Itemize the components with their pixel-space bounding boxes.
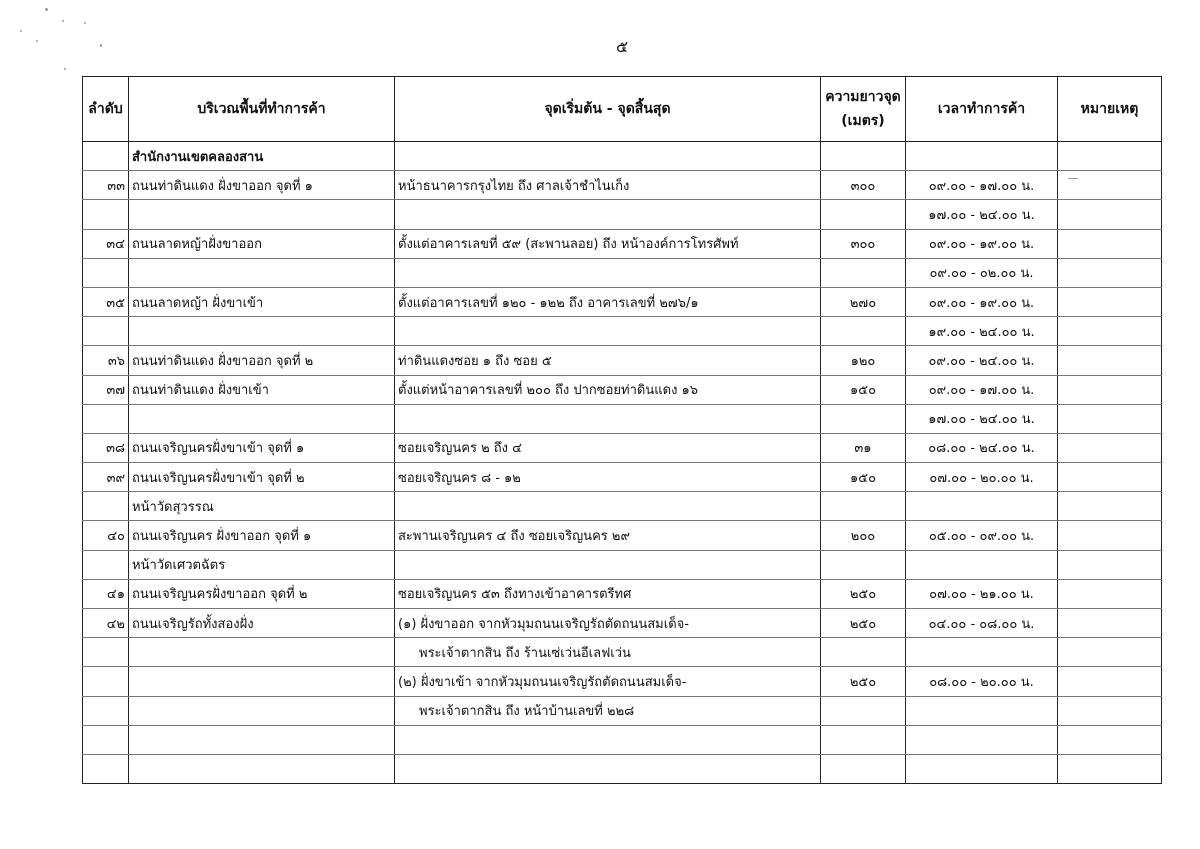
cell-area: สำนักงานเขตคลองสาน <box>129 142 395 171</box>
cell-area: ถนนท่าดินแดง ฝั่งขาออก จุดที่ ๑ <box>129 171 395 200</box>
cell-no <box>83 317 129 346</box>
cell-no <box>83 404 129 433</box>
table-row <box>83 287 1162 316</box>
cell-span: ท่าดินแดงซอย ๑ ถึง ซอย ๕ <box>395 346 821 375</box>
scan-speck <box>45 8 48 11</box>
cell-area: ถนนลาดหญ้า ฝั่งขาเข้า <box>129 287 395 316</box>
cell-remark <box>1058 725 1162 754</box>
cell-span <box>395 258 821 287</box>
cell-no <box>83 550 129 579</box>
cell-span: (๑) ฝั่งขาออก จากหัวมุมถนนเจริญรัถตัดถนนสมเด็จ- <box>395 609 821 638</box>
col-header-length-line2: (เมตร) <box>841 113 885 129</box>
cell-no: ๓๙ <box>83 463 129 492</box>
cell-length <box>821 404 906 433</box>
cell-no: ๓๕ <box>83 287 129 316</box>
cell-remark <box>1058 754 1162 783</box>
cell-span: ตั้งแต่หน้าอาคารเลขที่ ๒๐๐ ถึง ปากซอยท่าดินแดง ๑๖ <box>395 375 821 404</box>
cell-area <box>129 404 395 433</box>
cell-time <box>906 696 1058 725</box>
cell-no <box>83 725 129 754</box>
cell-length <box>821 754 906 783</box>
cell-time: ๑๗.๐๐ - ๒๔.๐๐ น. <box>906 200 1058 229</box>
cell-area: ถนนเจริญรัถทั้งสองฝั่ง <box>129 609 395 638</box>
table-row <box>83 433 1162 462</box>
cell-length: ๑๒๐ <box>821 346 906 375</box>
cell-time <box>906 725 1058 754</box>
cell-area: ถนนเจริญนคร ฝั่งขาออก จุดที่ ๑ <box>129 521 395 550</box>
table-row <box>83 725 1162 754</box>
cell-time <box>906 142 1058 171</box>
cell-span <box>395 317 821 346</box>
cell-area <box>129 638 395 667</box>
cell-area: ถนนเจริญนครฝั่งขาเข้า จุดที่ ๑ <box>129 433 395 462</box>
vendor-area-table <box>82 76 1162 784</box>
table-row <box>83 258 1162 287</box>
table-row <box>83 550 1162 579</box>
cell-no: ๔๐ <box>83 521 129 550</box>
cell-remark <box>1058 171 1162 200</box>
cell-area: ถนนท่าดินแดง ฝั่งขาเข้า <box>129 375 395 404</box>
cell-area <box>129 725 395 754</box>
cell-no <box>83 258 129 287</box>
cell-area: ถนนท่าดินแดง ฝั่งขาออก จุดที่ ๒ <box>129 346 395 375</box>
cell-remark <box>1058 142 1162 171</box>
cell-no <box>83 667 129 696</box>
col-header-length <box>821 77 906 142</box>
cell-time: ๑๙.๐๐ - ๒๔.๐๐ น. <box>906 317 1058 346</box>
cell-span: ซอยเจริญนคร ๕๓ ถึงทางเข้าอาคารตรีทศ <box>395 579 821 608</box>
cell-remark <box>1058 463 1162 492</box>
cell-time: ๐๔.๐๐ - ๐๘.๐๐ น. <box>906 609 1058 638</box>
col-header-length-line1: ความยาวจุด <box>825 89 901 105</box>
cell-no <box>83 754 129 783</box>
table-row <box>83 463 1162 492</box>
scan-speck <box>84 22 86 24</box>
table-row <box>83 696 1162 725</box>
cell-time <box>906 550 1058 579</box>
cell-time: ๐๗.๐๐ - ๒๐.๐๐ น. <box>906 463 1058 492</box>
cell-no <box>83 492 129 521</box>
scan-speck <box>64 68 66 70</box>
cell-remark <box>1058 404 1162 433</box>
cell-length <box>821 317 906 346</box>
cell-no <box>83 200 129 229</box>
cell-time: ๐๙.๐๐ - ๑๗.๐๐ น. <box>906 375 1058 404</box>
cell-span: ซอยเจริญนคร ๒ ถึง ๔ <box>395 433 821 462</box>
cell-span: พระเจ้าตากสิน ถึง หน้าบ้านเลขที่ ๒๒๘ <box>395 696 821 725</box>
col-header-area: บริเวณพื้นที่ทำการค้า <box>129 77 395 142</box>
cell-length <box>821 142 906 171</box>
cell-time <box>906 638 1058 667</box>
cell-time: ๐๙.๐๐ - ๑๙.๐๐ น. <box>906 287 1058 316</box>
cell-no <box>83 696 129 725</box>
table-row <box>83 521 1162 550</box>
cell-area <box>129 200 395 229</box>
cell-span <box>395 404 821 433</box>
table-row <box>83 754 1162 783</box>
cell-span <box>395 754 821 783</box>
cell-no: ๓๖ <box>83 346 129 375</box>
cell-remark <box>1058 433 1162 462</box>
cell-no: ๓๔ <box>83 229 129 258</box>
cell-span: พระเจ้าตากสิน ถึง ร้านเซ่เว่นอีเลฟเว่น <box>395 638 821 667</box>
cell-span <box>395 725 821 754</box>
col-header-span: จุดเริ่มต้น - จุดสิ้นสุด <box>395 77 821 142</box>
cell-time: ๐๘.๐๐ - ๒๔.๐๐ น. <box>906 433 1058 462</box>
table-row <box>83 638 1162 667</box>
cell-remark <box>1058 667 1162 696</box>
cell-span <box>395 142 821 171</box>
cell-length: ๓๐๐ <box>821 229 906 258</box>
scan-speck <box>62 20 64 22</box>
cell-span: ซอยเจริญนคร ๘ - ๑๒ <box>395 463 821 492</box>
cell-length <box>821 696 906 725</box>
cell-length: ๒๐๐ <box>821 521 906 550</box>
cell-remark <box>1058 200 1162 229</box>
cell-length <box>821 492 906 521</box>
cell-area <box>129 258 395 287</box>
table-row <box>83 229 1162 258</box>
table-body <box>83 142 1162 784</box>
col-header-no: ลำดับ <box>83 77 129 142</box>
cell-no <box>83 142 129 171</box>
cell-length <box>821 200 906 229</box>
cell-length: ๓๐๐ <box>821 171 906 200</box>
cell-area: ถนนเจริญนครฝั่งขาเข้า จุดที่ ๒ <box>129 463 395 492</box>
cell-span <box>395 200 821 229</box>
cell-remark <box>1058 258 1162 287</box>
cell-remark <box>1058 229 1162 258</box>
cell-no: ๔๑ <box>83 579 129 608</box>
col-header-time: เวลาทำการค้า <box>906 77 1058 142</box>
cell-span: ตั้งแต่อาคารเลขที่ ๕๙ (สะพานลอย) ถึง หน้าองค์การโทรศัพท์ <box>395 229 821 258</box>
cell-area: ถนนเจริญนครฝั่งขาออก จุดที่ ๒ <box>129 579 395 608</box>
cell-length: ๑๕๐ <box>821 463 906 492</box>
cell-length <box>821 725 906 754</box>
cell-no: ๓๘ <box>83 433 129 462</box>
cell-span <box>395 492 821 521</box>
cell-no: ๓๗ <box>83 375 129 404</box>
cell-remark <box>1058 579 1162 608</box>
cell-length: ๒๕๐ <box>821 609 906 638</box>
cell-length: ๑๕๐ <box>821 375 906 404</box>
cell-area <box>129 696 395 725</box>
cell-remark <box>1058 317 1162 346</box>
table-row <box>83 579 1162 608</box>
cell-area: หน้าวัดสุวรรณ <box>129 492 395 521</box>
table-row <box>83 492 1162 521</box>
table-row <box>83 404 1162 433</box>
table-row <box>83 667 1162 696</box>
table-row <box>83 142 1162 171</box>
table-row <box>83 375 1162 404</box>
cell-span: (๒) ฝั่งขาเข้า จากหัวมุมถนนเจริญรัถตัดถนนสมเด็จ- <box>395 667 821 696</box>
cell-remark <box>1058 609 1162 638</box>
cell-length: ๓๑ <box>821 433 906 462</box>
cell-remark <box>1058 287 1162 316</box>
cell-span: ตั้งแต่อาคารเลขที่ ๑๒๐ - ๑๒๒ ถึง อาคารเลขที่ ๒๗๖/๑ <box>395 287 821 316</box>
cell-no: ๔๒ <box>83 609 129 638</box>
table-row <box>83 317 1162 346</box>
table-header-row <box>83 77 1162 142</box>
cell-remark <box>1058 346 1162 375</box>
cell-area <box>129 317 395 346</box>
cell-remark <box>1058 492 1162 521</box>
cell-time <box>906 492 1058 521</box>
cell-remark <box>1058 521 1162 550</box>
cell-no <box>83 638 129 667</box>
cell-remark <box>1058 550 1162 579</box>
cell-time: ๐๕.๐๐ - ๐๙.๐๐ น. <box>906 521 1058 550</box>
cell-time: ๐๙.๐๐ - ๑๗.๐๐ น. <box>906 171 1058 200</box>
cell-area: ถนนลาดหญ้าฝั่งขาออก <box>129 229 395 258</box>
cell-no: ๓๓ <box>83 171 129 200</box>
page-number: ๕ <box>615 37 629 56</box>
cell-remark <box>1058 696 1162 725</box>
table-row <box>83 200 1162 229</box>
cell-time <box>906 754 1058 783</box>
cell-time: ๐๗.๐๐ - ๒๑.๐๐ น. <box>906 579 1058 608</box>
cell-length: ๒๕๐ <box>821 667 906 696</box>
cell-area <box>129 667 395 696</box>
cell-length <box>821 550 906 579</box>
table-row <box>83 609 1162 638</box>
cell-time: ๐๘.๐๐ - ๒๐.๐๐ น. <box>906 667 1058 696</box>
cell-length: ๒๕๐ <box>821 579 906 608</box>
scan-speck <box>20 30 22 32</box>
cell-length <box>821 258 906 287</box>
cell-remark <box>1058 375 1162 404</box>
cell-time: ๐๙.๐๐ - ๒๔.๐๐ น. <box>906 346 1058 375</box>
col-header-remark: หมายเหตุ <box>1058 77 1162 142</box>
cell-area <box>129 754 395 783</box>
cell-area: หน้าวัดเศวตฉัตร <box>129 550 395 579</box>
cell-span: หน้าธนาคารกรุงไทย ถึง ศาลเจ้าชำไนเก็ง <box>395 171 821 200</box>
cell-span <box>395 550 821 579</box>
cell-span: สะพานเจริญนคร ๔ ถึง ซอยเจริญนคร ๒๙ <box>395 521 821 550</box>
table-row <box>83 171 1162 200</box>
cell-time: ๑๗.๐๐ - ๒๔.๐๐ น. <box>906 404 1058 433</box>
cell-length: ๒๗๐ <box>821 287 906 316</box>
cell-length <box>821 638 906 667</box>
cell-remark <box>1058 638 1162 667</box>
cell-time: ๐๙.๐๐ - ๑๙.๐๐ น. <box>906 229 1058 258</box>
table-row <box>83 346 1162 375</box>
cell-time: ๐๙.๐๐ - ๐๒.๐๐ น. <box>906 258 1058 287</box>
